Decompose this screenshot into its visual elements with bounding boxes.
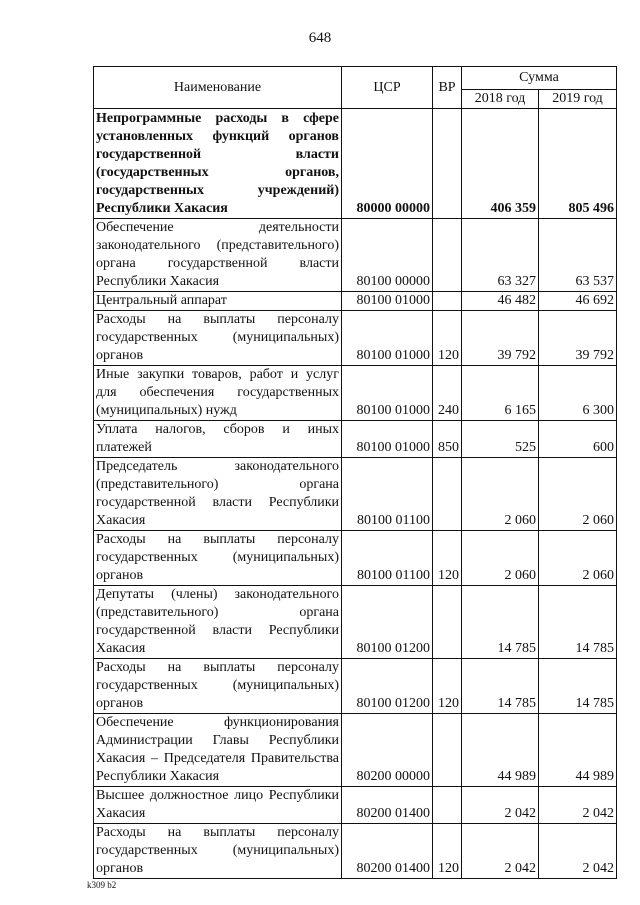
row-csr: 80200 01400 [342, 787, 433, 824]
row-name: Центральный аппарат [94, 292, 342, 311]
row-vr [433, 586, 462, 659]
table-row [94, 586, 617, 659]
row-vr [433, 219, 462, 292]
row-csr: 80000 00000 [342, 109, 433, 219]
header-vr: ВР [433, 67, 462, 109]
row-name: Непрограммные расходы в сфере установленных функций органов государственной власти (государственных органов, государственных учреждений) Республики Хакасия [94, 109, 342, 219]
row-csr: 80100 01000 [342, 311, 433, 366]
row-vr: 120 [433, 824, 462, 879]
row-2019: 63 537 [539, 219, 617, 292]
row-2019: 14 785 [539, 659, 617, 714]
table-row [94, 109, 617, 219]
row-2019: 6 300 [539, 366, 617, 421]
row-2019: 44 989 [539, 714, 617, 787]
row-2019: 805 496 [539, 109, 617, 219]
row-2018: 2 060 [462, 458, 539, 531]
table-row [94, 659, 617, 714]
row-2019: 46 692 [539, 292, 617, 311]
row-vr: 120 [433, 311, 462, 366]
row-name: Обеспечение функционирования Администрации Главы Республики Хакасия – Председателя Правительства Республики Хакасия [94, 714, 342, 787]
row-vr [433, 109, 462, 219]
row-name: Высшее должностное лицо Республики Хакасия [94, 787, 342, 824]
row-name: Обеспечение деятельности законодательного (представительного) органа государственной власти Республики Хакасия [94, 219, 342, 292]
row-2019: 2 042 [539, 787, 617, 824]
table-row [94, 531, 617, 586]
row-2018: 2 042 [462, 787, 539, 824]
row-2018: 14 785 [462, 659, 539, 714]
row-2018: 39 792 [462, 311, 539, 366]
budget-table [93, 66, 617, 879]
table-row [94, 366, 617, 421]
row-2018: 6 165 [462, 366, 539, 421]
row-name: Депутаты (члены) законодательного (представительного) органа государственной власти Республики Хакасия [94, 586, 342, 659]
row-name: Расходы на выплаты персоналу государственных (муниципальных) органов [94, 531, 342, 586]
header-year-2018: 2018 год [462, 90, 539, 109]
row-csr: 80100 00000 [342, 219, 433, 292]
row-2019: 600 [539, 421, 617, 458]
row-2019: 14 785 [539, 586, 617, 659]
row-2018: 525 [462, 421, 539, 458]
table-row [94, 458, 617, 531]
header-sum: Сумма [462, 67, 617, 90]
row-2018: 46 482 [462, 292, 539, 311]
row-name: Расходы на выплаты персоналу государственных (муниципальных) органов [94, 311, 342, 366]
row-name: Расходы на выплаты персоналу государственных (муниципальных) органов [94, 824, 342, 879]
row-2018: 44 989 [462, 714, 539, 787]
table-row [94, 311, 617, 366]
table-row [94, 292, 617, 311]
row-vr: 120 [433, 531, 462, 586]
row-2018: 406 359 [462, 109, 539, 219]
row-name: Уплата налогов, сборов и иных платежей [94, 421, 342, 458]
row-csr: 80100 01200 [342, 586, 433, 659]
row-vr [433, 458, 462, 531]
header-name: Наименование [94, 67, 342, 109]
table-row [94, 219, 617, 292]
row-2019: 2 060 [539, 531, 617, 586]
header-year-2019: 2019 год [539, 90, 617, 109]
row-csr: 80100 01000 [342, 366, 433, 421]
row-2018: 2 060 [462, 531, 539, 586]
row-vr [433, 787, 462, 824]
row-2018: 2 042 [462, 824, 539, 879]
row-name: Расходы на выплаты персоналу государственных (муниципальных) органов [94, 659, 342, 714]
row-vr [433, 292, 462, 311]
page-number: 648 [308, 30, 332, 46]
row-csr: 80100 01000 [342, 421, 433, 458]
row-csr: 80200 01400 [342, 824, 433, 879]
row-csr: 80200 00000 [342, 714, 433, 787]
row-name: Председатель законодательного (представительного) органа государственной власти Республики Хакасия [94, 458, 342, 531]
table-row [94, 787, 617, 824]
header-csr: ЦСР [342, 67, 433, 109]
row-vr: 120 [433, 659, 462, 714]
row-csr: 80100 01100 [342, 531, 433, 586]
row-2019: 2 060 [539, 458, 617, 531]
table-row [94, 714, 617, 787]
row-vr [433, 714, 462, 787]
row-csr: 80100 01000 [342, 292, 433, 311]
row-csr: 80100 01100 [342, 458, 433, 531]
row-vr: 240 [433, 366, 462, 421]
row-name: Иные закупки товаров, работ и услуг для обеспечения государственных (муниципальных) нужд [94, 366, 342, 421]
row-2018: 63 327 [462, 219, 539, 292]
row-vr: 850 [433, 421, 462, 458]
table-row [94, 824, 617, 879]
table-row [94, 421, 617, 458]
row-csr: 80100 01200 [342, 659, 433, 714]
row-2019: 39 792 [539, 311, 617, 366]
footer-code: k309 b2 [87, 880, 117, 890]
row-2018: 14 785 [462, 586, 539, 659]
row-2019: 2 042 [539, 824, 617, 879]
